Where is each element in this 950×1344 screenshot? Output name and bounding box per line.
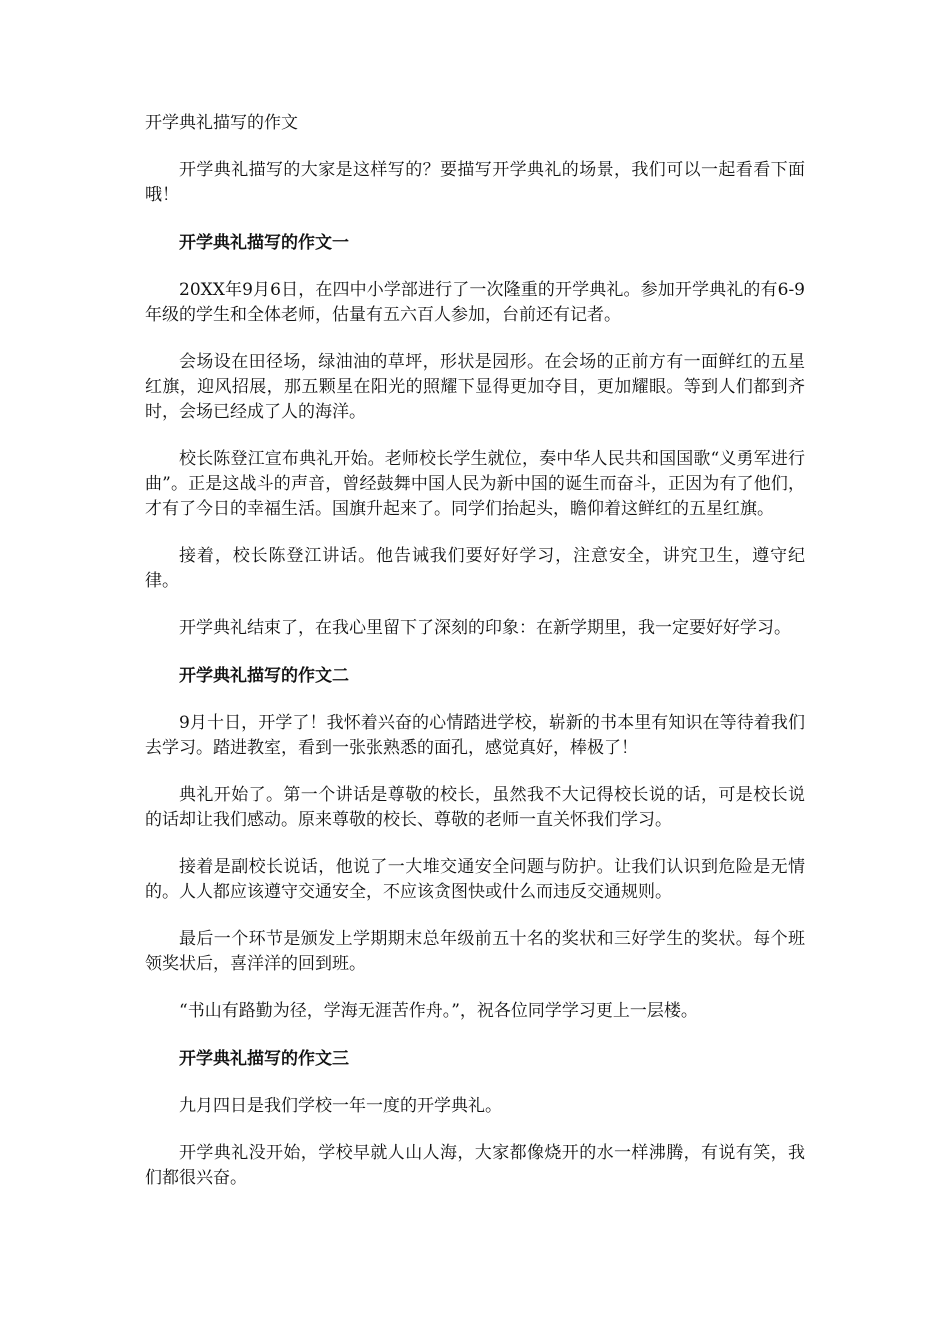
section-1-paragraph-5: 开学典礼结束了，在我心里留下了深刻的印象：在新学期里，我一定要好好学习。 (179, 618, 791, 638)
section-heading-1: 开学典礼描写的作文一 (179, 233, 349, 253)
section-2-paragraph-2: 典礼开始了。第一个讲话是尊敬的校长，虽然我不大记得校长说的话，可是校长说的话却让我们感动。原来尊敬的校长、尊敬的老师一直关怀我们学习。 (145, 785, 805, 830)
section-3-paragraph-2: 开学典礼没开始，学校早就人山人海，大家都像烧开的水一样沸腾，有说有笑，我们都很兴奋。 (145, 1143, 805, 1188)
section-1-paragraph-3: 校长陈登江宣布典礼开始。老师校长学生就位，奏中华人民共和国国歌“义勇军进行曲”。正是这战斗的声音，曾经鼓舞中国人民为新中国的诞生而奋斗，正因为有了他们，才有了今日的幸福生活。国旗升起来了。同学们抬起头，瞻仰着这鲜红的五星红旗。 (145, 449, 805, 519)
section-heading-3: 开学典礼描写的作文三 (179, 1049, 349, 1069)
section-2-paragraph-4: 最后一个环节是颁发上学期期末总年级前五十名的奖状和三好学生的奖状。每个班领奖状后，喜洋洋的回到班。 (145, 929, 805, 974)
section-1-paragraph-1: 20XX年9月6日，在四中小学部进行了一次隆重的开学典礼。参加开学典礼的有6-9年级的学生和全体老师，估量有五六百人参加，台前还有记者。 (145, 280, 805, 325)
section-2-paragraph-3: 接着是副校长说话，他说了一大堆交通安全问题与防护。让我们认识到危险是无情的。人人都应该遵守交通安全，不应该贪图快或什么而违反交通规则。 (145, 857, 805, 902)
section-2-paragraph-1: 9月十日，开学了！我怀着兴奋的心情踏进学校，崭新的书本里有知识在等待着我们去学习。踏进教室，看到一张张熟悉的面孔，感觉真好，棒极了！ (145, 713, 805, 758)
section-1-paragraph-4: 接着，校长陈登江讲话。他告诫我们要好好学习，注意安全，讲究卫生，遵守纪律。 (145, 546, 805, 591)
intro-paragraph: 开学典礼描写的大家是这样写的？要描写开学典礼的场景，我们可以一起看看下面哦！ (145, 160, 805, 205)
section-1-paragraph-2: 会场设在田径场，绿油油的草坪，形状是园形。在会场的正前方有一面鲜红的五星红旗，迎风招展，那五颗星在阳光的照耀下显得更加夺目，更加耀眼。等到人们都到齐时，会场已经成了人的海洋。 (145, 352, 805, 422)
document-title: 开学典礼描写的作文 (145, 113, 298, 133)
section-heading-2: 开学典礼描写的作文二 (179, 666, 349, 686)
section-3-paragraph-1: 九月四日是我们学校一年一度的开学典礼。 (179, 1096, 502, 1116)
section-2-paragraph-5: “书山有路勤为径，学海无涯苦作舟。”，祝各位同学学习更上一层楼。 (179, 1001, 698, 1021)
document-page (145, 110, 805, 1213)
